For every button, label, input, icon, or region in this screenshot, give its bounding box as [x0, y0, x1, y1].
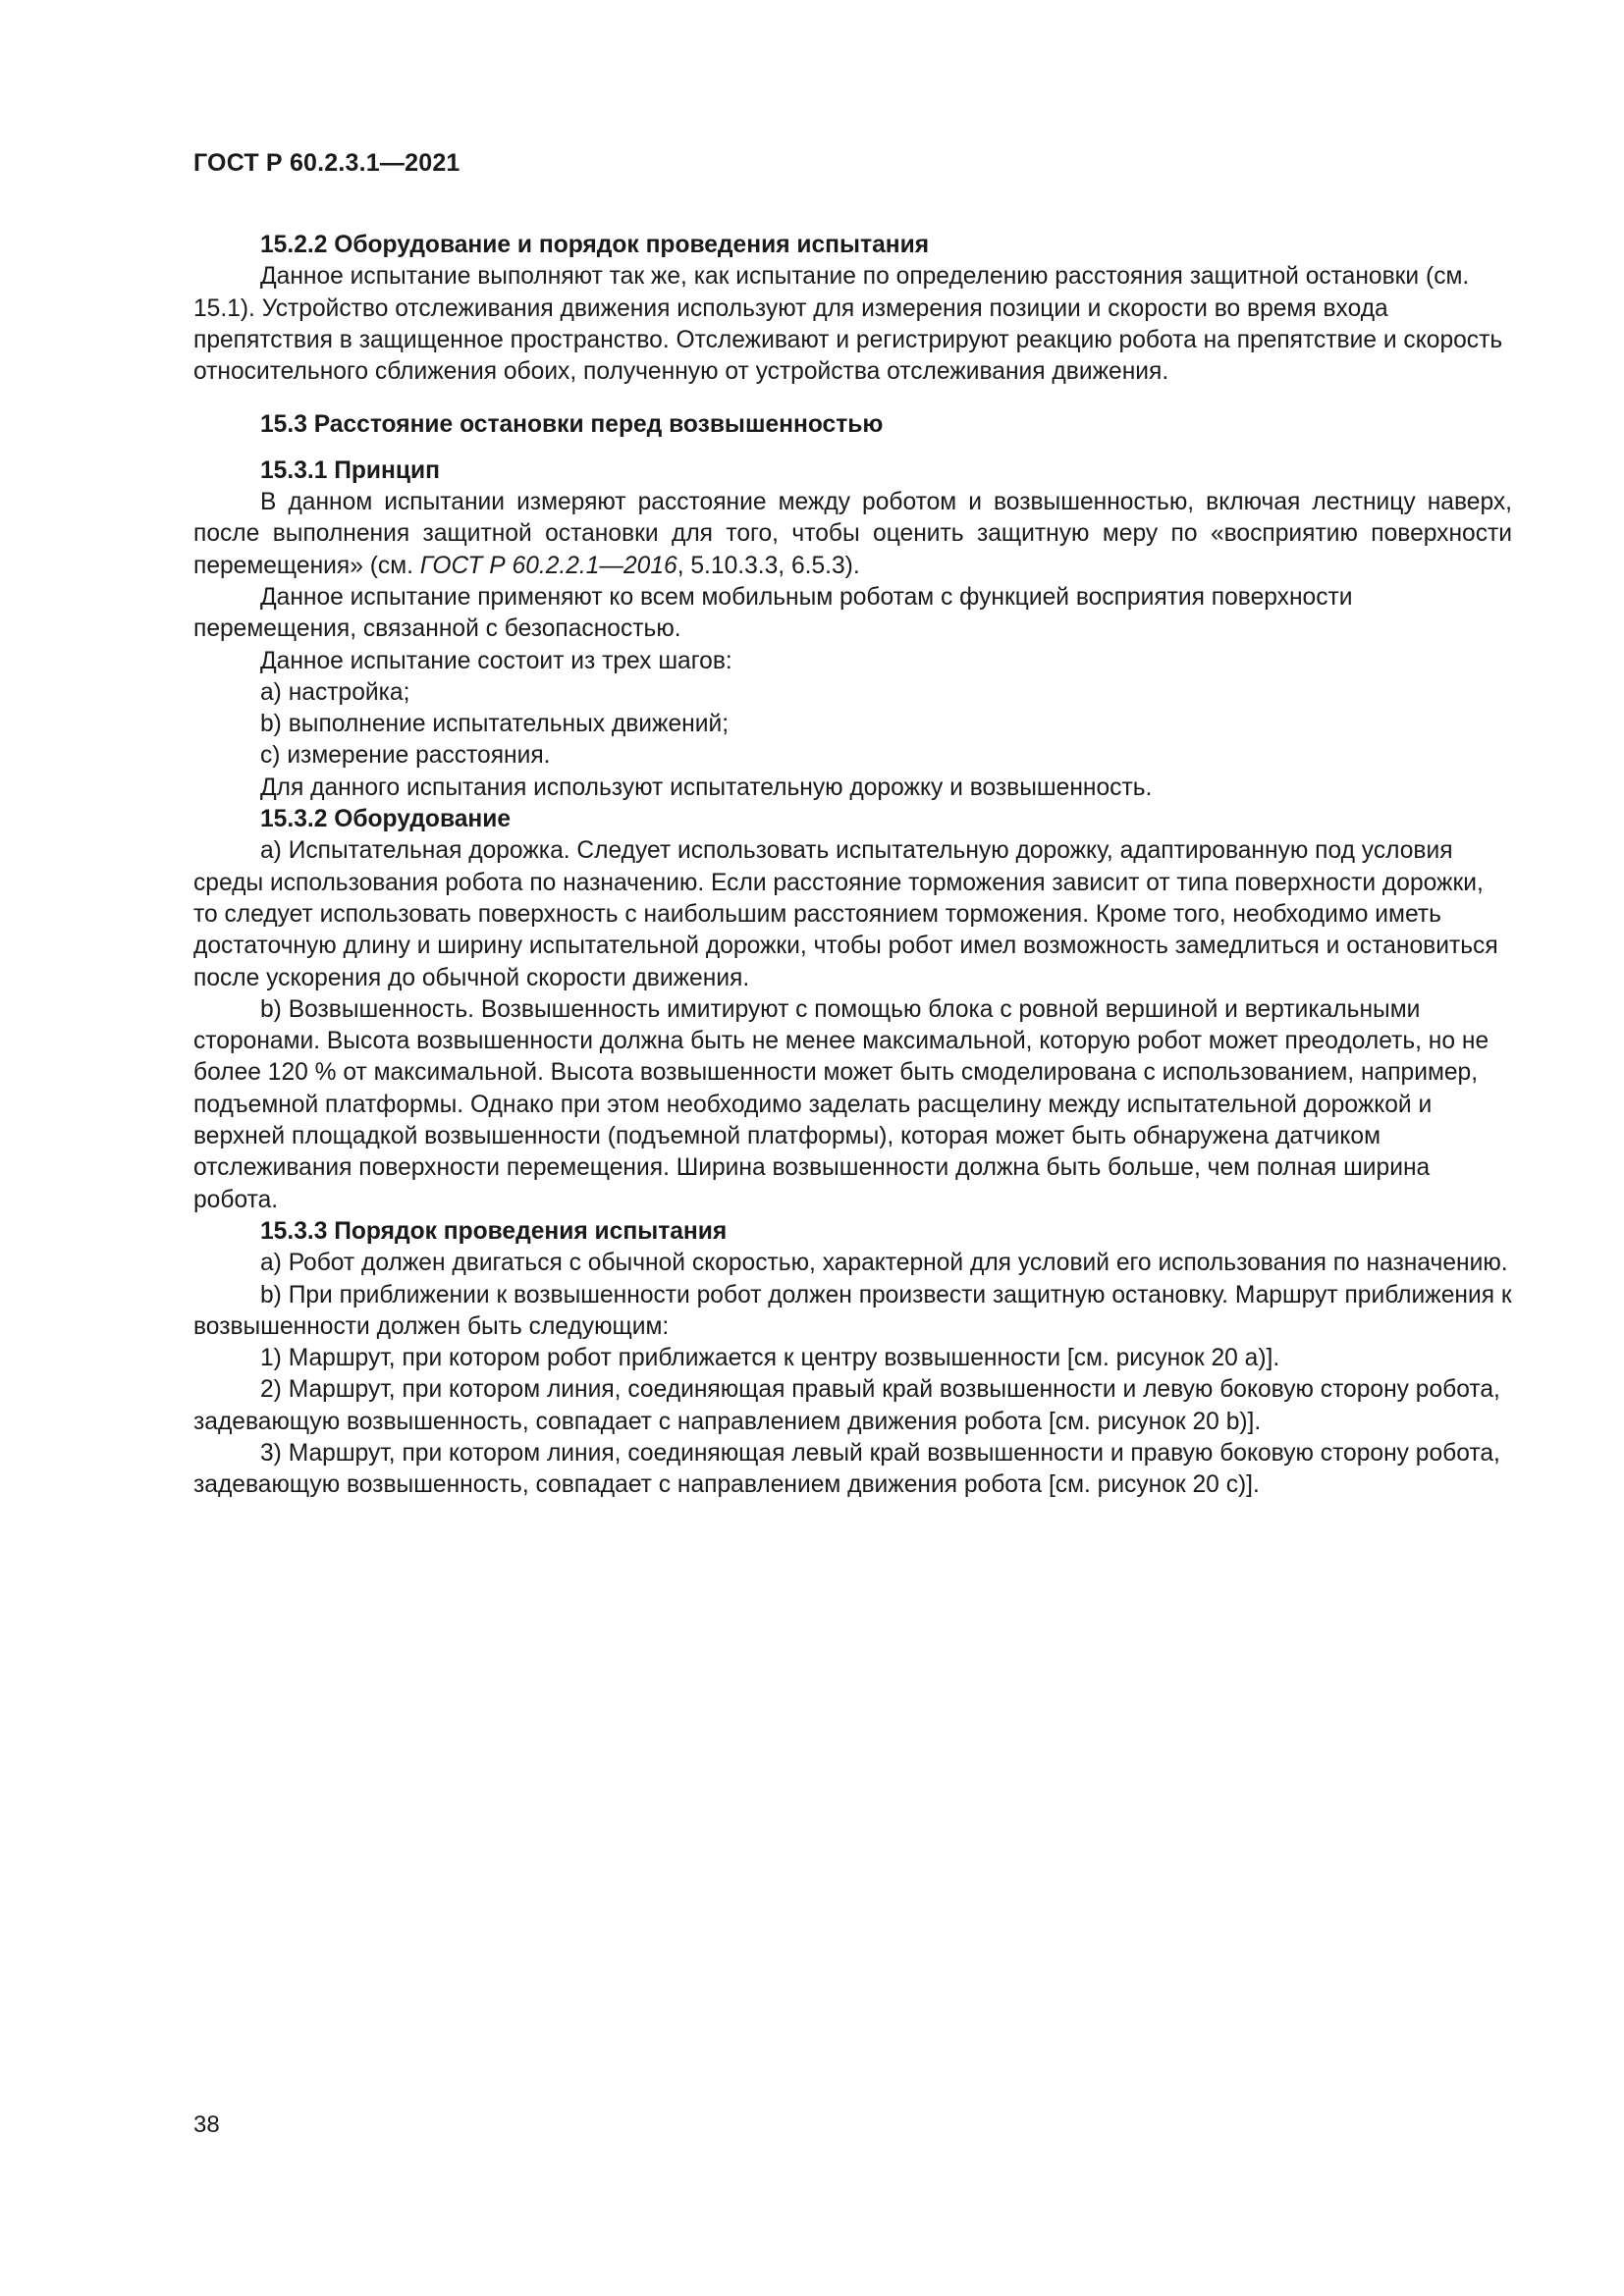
list-item-route-3: 3) Маршрут, при котором линия, соединяющая левый край возвышенности и правую боковую сторону робота, задевающую возвышенность, совпадает с направлением движения робота [см. рисунок 20 c)].: [193, 1439, 1500, 1499]
standard-reference: ГОСТ Р 60.2.2.1—2016: [419, 552, 677, 579]
section-heading-15-3-1: 15.3.1 Принцип: [260, 456, 440, 484]
list-item-step-c: c) измерение расстояния.: [260, 742, 551, 770]
document-body: [193, 230, 1512, 1502]
list-item-route-1: 1) Маршрут, при котором робот приближается к центру возвышенности [см. рисунок 20 a)].: [260, 1345, 1280, 1372]
principle-text-start: В данном испытании измеряют расстояние между роботом и возвышенностью, включая лестницу наверх, после выполнения защитной остановки для того, чтобы оценить защитную меру по «восприятию поверхности перемещения» (см.: [193, 489, 1512, 579]
section-heading-15-3-2: 15.3.2 Оборудование: [260, 806, 512, 833]
paragraph-15-3-1-steps-intro: Данное испытание состоит из трех шагов:: [260, 647, 732, 674]
list-item-elevation: b) Возвышенность. Возвышенность имитируют с помощью блока с ровной вершиной и вертикальными сторонами. Высота возвышенности должна быть не менее максимальной, которую робот может преодолеть, но не более 120 % от максимальной. Высота возвышенности может быть смоделирована с использованием, например, подъемной платформы. Однако при этом необходимо заделать расщелину между испытательной дорожкой и верхней площадкой возвышенности (подъемной платформы), которая может быть обнаружена датчиком отслеживания поверхности перемещения. Ширина возвышенности должна быть больше, чем полная ширина робота.: [193, 995, 1489, 1213]
section-heading-15-2-2: 15.2.2 Оборудование и порядок проведения испытания: [260, 232, 930, 258]
page-number: 38: [193, 2111, 220, 2138]
section-heading-15-3-3: 15.3.3 Порядок проведения испытания: [260, 1217, 728, 1245]
principle-text-end: , 5.10.3.3, 6.5.3).: [677, 552, 860, 579]
list-item-procedure-a: a) Робот должен двигаться с обычной скоростью, характерной для условий его использования по назначению.: [260, 1250, 1508, 1277]
list-item-step-a: a) настройка;: [260, 678, 410, 706]
list-item-route-2: 2) Маршрут, при котором линия, соединяющая правый край возвышенности и левую боковую сторону робота, задевающую возвышенность, совпадает с направлением движения робота [см. рисунок 20 b)].: [193, 1376, 1500, 1435]
paragraph-15-3-1-principle: [193, 487, 1512, 582]
list-item-step-b: b) выполнение испытательных движений;: [260, 711, 730, 738]
list-item-procedure-b: b) При приближении к возвышенности робот должен произвести защитную остановку. Маршрут приближения к возвышенности должен быть следующим:: [193, 1281, 1512, 1340]
document-standard-code: ГОСТ Р 60.2.3.1—2021: [193, 149, 460, 177]
paragraph-15-3-1-scope: Данное испытание применяют ко всем мобильным роботам с функцией восприятия поверхности перемещения, связанной с безопасностью.: [193, 583, 1353, 643]
paragraph-15-2-2-text: Данное испытание выполняют так же, как испытание по определению расстояния защитной остановки (см. 15.1). Устройство отслеживания движения используют для измерения позиции и скорости во время входа препятствия в защищенное пространство. Отслеживают и регистрируют реакцию робота на препятствие и скорость относительного сближения обоих, полученную от устройства отслеживания движения.: [193, 263, 1503, 386]
section-heading-15-3: 15.3 Расстояние остановки перед возвышенностью: [260, 411, 884, 439]
paragraph-15-3-1-equipment-note: Для данного испытания используют испытательную дорожку и возвышенность.: [260, 774, 1153, 801]
list-item-test-track: a) Испытательная дорожка. Следует использовать испытательную дорожку, адаптированную под условия среды использования робота по назначению. Если расстояние торможения зависит от типа поверхности дорожки, то следует использовать поверхность с наибольшим расстоянием торможения. Кроме того, необходимо иметь достаточную длину и ширину испытательной дорожки, чтобы робот имел возможность замедлиться и остановиться после ускорения до обычной скорости движения.: [193, 837, 1498, 991]
